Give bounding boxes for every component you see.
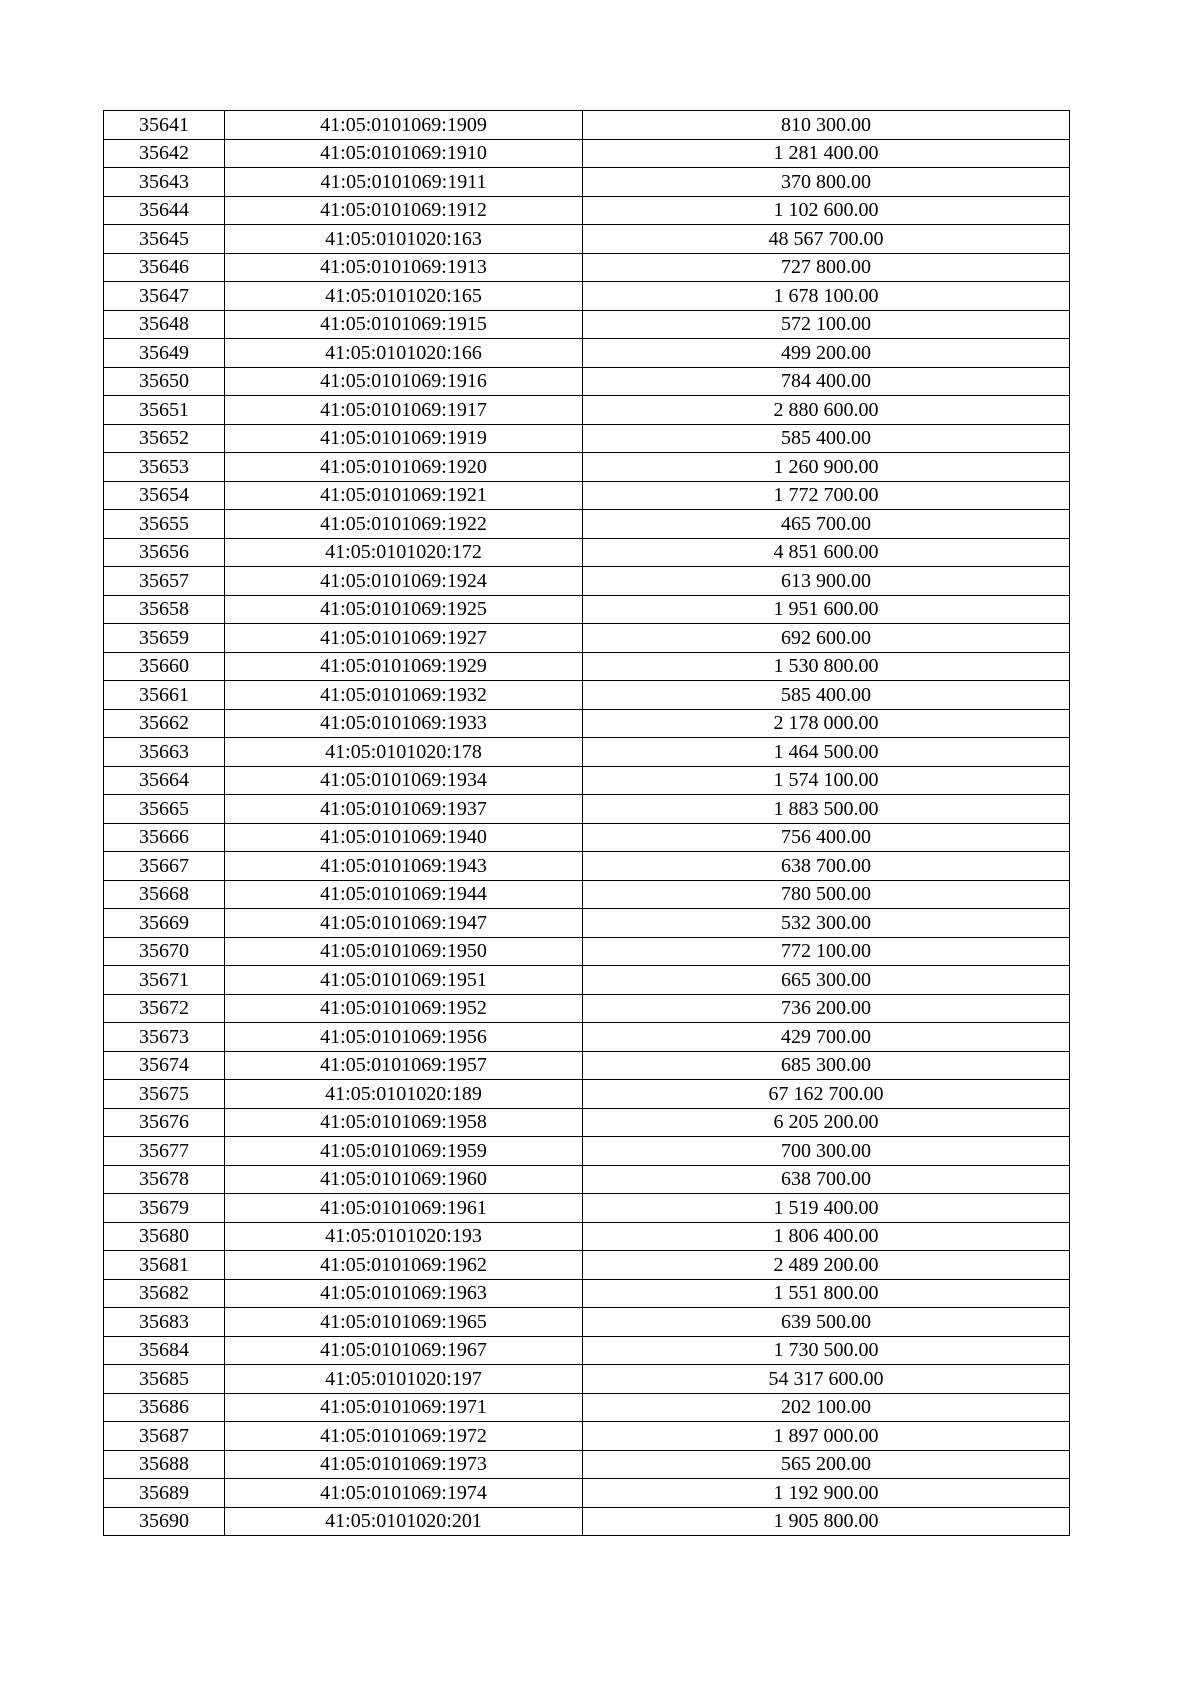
- cadastral-value-cell: 2 489 200.00: [583, 1251, 1070, 1280]
- table-row: [104, 339, 1070, 368]
- cadastral-value-cell: 639 500.00: [583, 1308, 1070, 1337]
- cadastral-value-cell: 1 551 800.00: [583, 1279, 1070, 1308]
- row-number-cell: 35650: [104, 367, 225, 396]
- cadastral-value-cell: 1 905 800.00: [583, 1507, 1070, 1536]
- row-number-cell: 35655: [104, 510, 225, 539]
- cadastral-value-cell: 2 178 000.00: [583, 709, 1070, 738]
- cadastral-number-cell: 41:05:0101069:1911: [225, 168, 583, 197]
- row-number-cell: 35653: [104, 453, 225, 482]
- cadastral-number-cell: 41:05:0101069:1915: [225, 310, 583, 339]
- cadastral-value-cell: 638 700.00: [583, 1165, 1070, 1194]
- table-row: [104, 852, 1070, 881]
- row-number-cell: 35663: [104, 738, 225, 767]
- cadastral-value-cell: 54 317 600.00: [583, 1365, 1070, 1394]
- table-row: [104, 681, 1070, 710]
- cadastral-number-cell: 41:05:0101069:1937: [225, 795, 583, 824]
- row-number-cell: 35651: [104, 396, 225, 425]
- cadastral-value-cell: 1 772 700.00: [583, 481, 1070, 510]
- cadastral-value-cell: 692 600.00: [583, 624, 1070, 653]
- cadastral-value-cell: 67 162 700.00: [583, 1080, 1070, 1109]
- row-number-cell: 35686: [104, 1393, 225, 1422]
- cadastral-number-cell: 41:05:0101020:193: [225, 1222, 583, 1251]
- table-row: [104, 624, 1070, 653]
- cadastral-number-cell: 41:05:0101069:1917: [225, 396, 583, 425]
- cadastral-value-cell: 638 700.00: [583, 852, 1070, 881]
- cadastral-number-cell: 41:05:0101069:1924: [225, 567, 583, 596]
- cadastral-value-cell: 532 300.00: [583, 909, 1070, 938]
- cadastral-number-cell: 41:05:0101069:1922: [225, 510, 583, 539]
- row-number-cell: 35684: [104, 1336, 225, 1365]
- table-row: [104, 1165, 1070, 1194]
- cadastral-number-cell: 41:05:0101069:1932: [225, 681, 583, 710]
- table-row: [104, 1080, 1070, 1109]
- table-row: [104, 310, 1070, 339]
- cadastral-value-cell: 499 200.00: [583, 339, 1070, 368]
- table-row: [104, 652, 1070, 681]
- row-number-cell: 35675: [104, 1080, 225, 1109]
- table-row: [104, 367, 1070, 396]
- table-row: [104, 111, 1070, 140]
- table-row: [104, 1251, 1070, 1280]
- table-row: [104, 538, 1070, 567]
- table-row: [104, 1507, 1070, 1536]
- table-row: [104, 453, 1070, 482]
- cadastral-value-cell: 810 300.00: [583, 111, 1070, 140]
- row-number-cell: 35669: [104, 909, 225, 938]
- table-row: [104, 1479, 1070, 1508]
- cadastral-value-cell: 1 951 600.00: [583, 595, 1070, 624]
- cadastral-number-cell: 41:05:0101069:1963: [225, 1279, 583, 1308]
- row-number-cell: 35643: [104, 168, 225, 197]
- row-number-cell: 35683: [104, 1308, 225, 1337]
- cadastral-number-cell: 41:05:0101020:166: [225, 339, 583, 368]
- row-number-cell: 35656: [104, 538, 225, 567]
- table-row: [104, 1336, 1070, 1365]
- row-number-cell: 35690: [104, 1507, 225, 1536]
- cadastral-value-cell: 1 530 800.00: [583, 652, 1070, 681]
- table-row: [104, 709, 1070, 738]
- cadastral-number-cell: 41:05:0101069:1974: [225, 1479, 583, 1508]
- cadastral-number-cell: 41:05:0101069:1943: [225, 852, 583, 881]
- cadastral-number-cell: 41:05:0101069:1971: [225, 1393, 583, 1422]
- cadastral-number-cell: 41:05:0101069:1950: [225, 937, 583, 966]
- row-number-cell: 35668: [104, 880, 225, 909]
- cadastral-number-cell: 41:05:0101069:1959: [225, 1137, 583, 1166]
- table-row: [104, 1393, 1070, 1422]
- row-number-cell: 35678: [104, 1165, 225, 1194]
- row-number-cell: 35677: [104, 1137, 225, 1166]
- cadastral-value-cell: 202 100.00: [583, 1393, 1070, 1422]
- row-number-cell: 35660: [104, 652, 225, 681]
- cadastral-value-cell: 727 800.00: [583, 253, 1070, 282]
- row-number-cell: 35657: [104, 567, 225, 596]
- row-number-cell: 35652: [104, 424, 225, 453]
- cadastral-value-cell: 1 192 900.00: [583, 1479, 1070, 1508]
- row-number-cell: 35670: [104, 937, 225, 966]
- cadastral-value-cell: 784 400.00: [583, 367, 1070, 396]
- table-row: [104, 909, 1070, 938]
- cadastral-number-cell: 41:05:0101020:197: [225, 1365, 583, 1394]
- cadastral-value-cell: 1 464 500.00: [583, 738, 1070, 767]
- table-row: [104, 139, 1070, 168]
- cadastral-number-cell: 41:05:0101069:1967: [225, 1336, 583, 1365]
- cadastral-number-cell: 41:05:0101069:1919: [225, 424, 583, 453]
- row-number-cell: 35666: [104, 823, 225, 852]
- cadastral-value-cell: 4 851 600.00: [583, 538, 1070, 567]
- row-number-cell: 35676: [104, 1108, 225, 1137]
- row-number-cell: 35642: [104, 139, 225, 168]
- cadastral-value-cell: 6 205 200.00: [583, 1108, 1070, 1137]
- table-row: [104, 1422, 1070, 1451]
- cadastral-number-cell: 41:05:0101069:1933: [225, 709, 583, 738]
- cadastral-value-cell: 572 100.00: [583, 310, 1070, 339]
- table-row: [104, 567, 1070, 596]
- row-number-cell: 35681: [104, 1251, 225, 1280]
- table-row: [104, 1279, 1070, 1308]
- cadastral-number-cell: 41:05:0101069:1962: [225, 1251, 583, 1280]
- table-row: [104, 1450, 1070, 1479]
- cadastral-number-cell: 41:05:0101069:1912: [225, 196, 583, 225]
- cadastral-value-cell: 1 678 100.00: [583, 282, 1070, 311]
- table-row: [104, 795, 1070, 824]
- cadastral-number-cell: 41:05:0101069:1951: [225, 966, 583, 995]
- cadastral-number-cell: 41:05:0101020:201: [225, 1507, 583, 1536]
- row-number-cell: 35680: [104, 1222, 225, 1251]
- cadastral-number-cell: 41:05:0101069:1913: [225, 253, 583, 282]
- table-row: [104, 282, 1070, 311]
- table-row: [104, 595, 1070, 624]
- cadastral-value-cell: 1 574 100.00: [583, 766, 1070, 795]
- table-row: [104, 510, 1070, 539]
- table-row: [104, 225, 1070, 254]
- cadastral-value-cell: 736 200.00: [583, 994, 1070, 1023]
- cadastral-number-cell: 41:05:0101020:172: [225, 538, 583, 567]
- row-number-cell: 35659: [104, 624, 225, 653]
- cadastral-value-cell: 700 300.00: [583, 1137, 1070, 1166]
- row-number-cell: 35664: [104, 766, 225, 795]
- cadastral-number-cell: 41:05:0101069:1952: [225, 994, 583, 1023]
- table-row: [104, 1222, 1070, 1251]
- cadastral-number-cell: 41:05:0101069:1940: [225, 823, 583, 852]
- cadastral-number-cell: 41:05:0101020:189: [225, 1080, 583, 1109]
- cadastral-value-cell: 48 567 700.00: [583, 225, 1070, 254]
- table-row: [104, 1051, 1070, 1080]
- table-row: [104, 1137, 1070, 1166]
- row-number-cell: 35647: [104, 282, 225, 311]
- cadastral-value-cell: 565 200.00: [583, 1450, 1070, 1479]
- row-number-cell: 35667: [104, 852, 225, 881]
- row-number-cell: 35644: [104, 196, 225, 225]
- row-number-cell: 35672: [104, 994, 225, 1023]
- cadastral-number-cell: 41:05:0101069:1965: [225, 1308, 583, 1337]
- cadastral-value-cell: 1 102 600.00: [583, 196, 1070, 225]
- cadastral-number-cell: 41:05:0101069:1960: [225, 1165, 583, 1194]
- cadastral-value-cell: 685 300.00: [583, 1051, 1070, 1080]
- row-number-cell: 35661: [104, 681, 225, 710]
- cadastral-value-cell: 772 100.00: [583, 937, 1070, 966]
- cadastral-number-cell: 41:05:0101020:163: [225, 225, 583, 254]
- table-row: [104, 738, 1070, 767]
- cadastral-number-cell: 41:05:0101069:1929: [225, 652, 583, 681]
- cadastral-number-cell: 41:05:0101069:1957: [225, 1051, 583, 1080]
- row-number-cell: 35671: [104, 966, 225, 995]
- cadastral-value-cell: 756 400.00: [583, 823, 1070, 852]
- table-row: [104, 168, 1070, 197]
- cadastral-number-cell: 41:05:0101069:1934: [225, 766, 583, 795]
- cadastral-value-cell: 585 400.00: [583, 424, 1070, 453]
- table-row: [104, 396, 1070, 425]
- row-number-cell: 35688: [104, 1450, 225, 1479]
- row-number-cell: 35646: [104, 253, 225, 282]
- row-number-cell: 35658: [104, 595, 225, 624]
- cadastral-number-cell: 41:05:0101020:178: [225, 738, 583, 767]
- cadastral-value-cell: 665 300.00: [583, 966, 1070, 995]
- table-row: [104, 1308, 1070, 1337]
- table-row: [104, 481, 1070, 510]
- row-number-cell: 35682: [104, 1279, 225, 1308]
- table-row: [104, 1108, 1070, 1137]
- cadastral-value-cell: 370 800.00: [583, 168, 1070, 197]
- cadastral-value-cell: 613 900.00: [583, 567, 1070, 596]
- table-row: [104, 1194, 1070, 1223]
- table-row: [104, 196, 1070, 225]
- cadastral-value-cell: 585 400.00: [583, 681, 1070, 710]
- cadastral-value-cell: 429 700.00: [583, 1023, 1070, 1052]
- row-number-cell: 35685: [104, 1365, 225, 1394]
- cadastral-number-cell: 41:05:0101069:1947: [225, 909, 583, 938]
- cadastral-number-cell: 41:05:0101069:1972: [225, 1422, 583, 1451]
- row-number-cell: 35645: [104, 225, 225, 254]
- cadastral-number-cell: 41:05:0101069:1961: [225, 1194, 583, 1223]
- cadastral-number-cell: 41:05:0101069:1920: [225, 453, 583, 482]
- cadastral-value-cell: 2 880 600.00: [583, 396, 1070, 425]
- cadastral-value-cell: 1 897 000.00: [583, 1422, 1070, 1451]
- cadastral-value-cell: 1 730 500.00: [583, 1336, 1070, 1365]
- table-row: [104, 994, 1070, 1023]
- row-number-cell: 35679: [104, 1194, 225, 1223]
- table-row: [104, 823, 1070, 852]
- cadastral-value-cell: 1 883 500.00: [583, 795, 1070, 824]
- cadastral-value-cell: 465 700.00: [583, 510, 1070, 539]
- row-number-cell: 35641: [104, 111, 225, 140]
- cadastral-value-cell: 780 500.00: [583, 880, 1070, 909]
- table-row: [104, 880, 1070, 909]
- cadastral-value-table: [103, 110, 1070, 1536]
- table-row: [104, 1023, 1070, 1052]
- cadastral-value-cell: 1 281 400.00: [583, 139, 1070, 168]
- row-number-cell: 35662: [104, 709, 225, 738]
- cadastral-value-cell: 1 260 900.00: [583, 453, 1070, 482]
- table-row: [104, 966, 1070, 995]
- table-row: [104, 937, 1070, 966]
- cadastral-number-cell: 41:05:0101069:1944: [225, 880, 583, 909]
- cadastral-value-cell: 1 806 400.00: [583, 1222, 1070, 1251]
- row-number-cell: 35687: [104, 1422, 225, 1451]
- table-row: [104, 766, 1070, 795]
- row-number-cell: 35665: [104, 795, 225, 824]
- row-number-cell: 35689: [104, 1479, 225, 1508]
- cadastral-number-cell: 41:05:0101069:1910: [225, 139, 583, 168]
- row-number-cell: 35674: [104, 1051, 225, 1080]
- cadastral-number-cell: 41:05:0101069:1921: [225, 481, 583, 510]
- cadastral-number-cell: 41:05:0101069:1973: [225, 1450, 583, 1479]
- cadastral-number-cell: 41:05:0101069:1956: [225, 1023, 583, 1052]
- cadastral-number-cell: 41:05:0101069:1927: [225, 624, 583, 653]
- cadastral-value-cell: 1 519 400.00: [583, 1194, 1070, 1223]
- row-number-cell: 35648: [104, 310, 225, 339]
- row-number-cell: 35673: [104, 1023, 225, 1052]
- cadastral-number-cell: 41:05:0101020:165: [225, 282, 583, 311]
- cadastral-number-cell: 41:05:0101069:1958: [225, 1108, 583, 1137]
- table-row: [104, 424, 1070, 453]
- table-body: [104, 111, 1070, 1536]
- row-number-cell: 35649: [104, 339, 225, 368]
- cadastral-number-cell: 41:05:0101069:1916: [225, 367, 583, 396]
- table-row: [104, 253, 1070, 282]
- cadastral-number-cell: 41:05:0101069:1909: [225, 111, 583, 140]
- row-number-cell: 35654: [104, 481, 225, 510]
- table-row: [104, 1365, 1070, 1394]
- cadastral-number-cell: 41:05:0101069:1925: [225, 595, 583, 624]
